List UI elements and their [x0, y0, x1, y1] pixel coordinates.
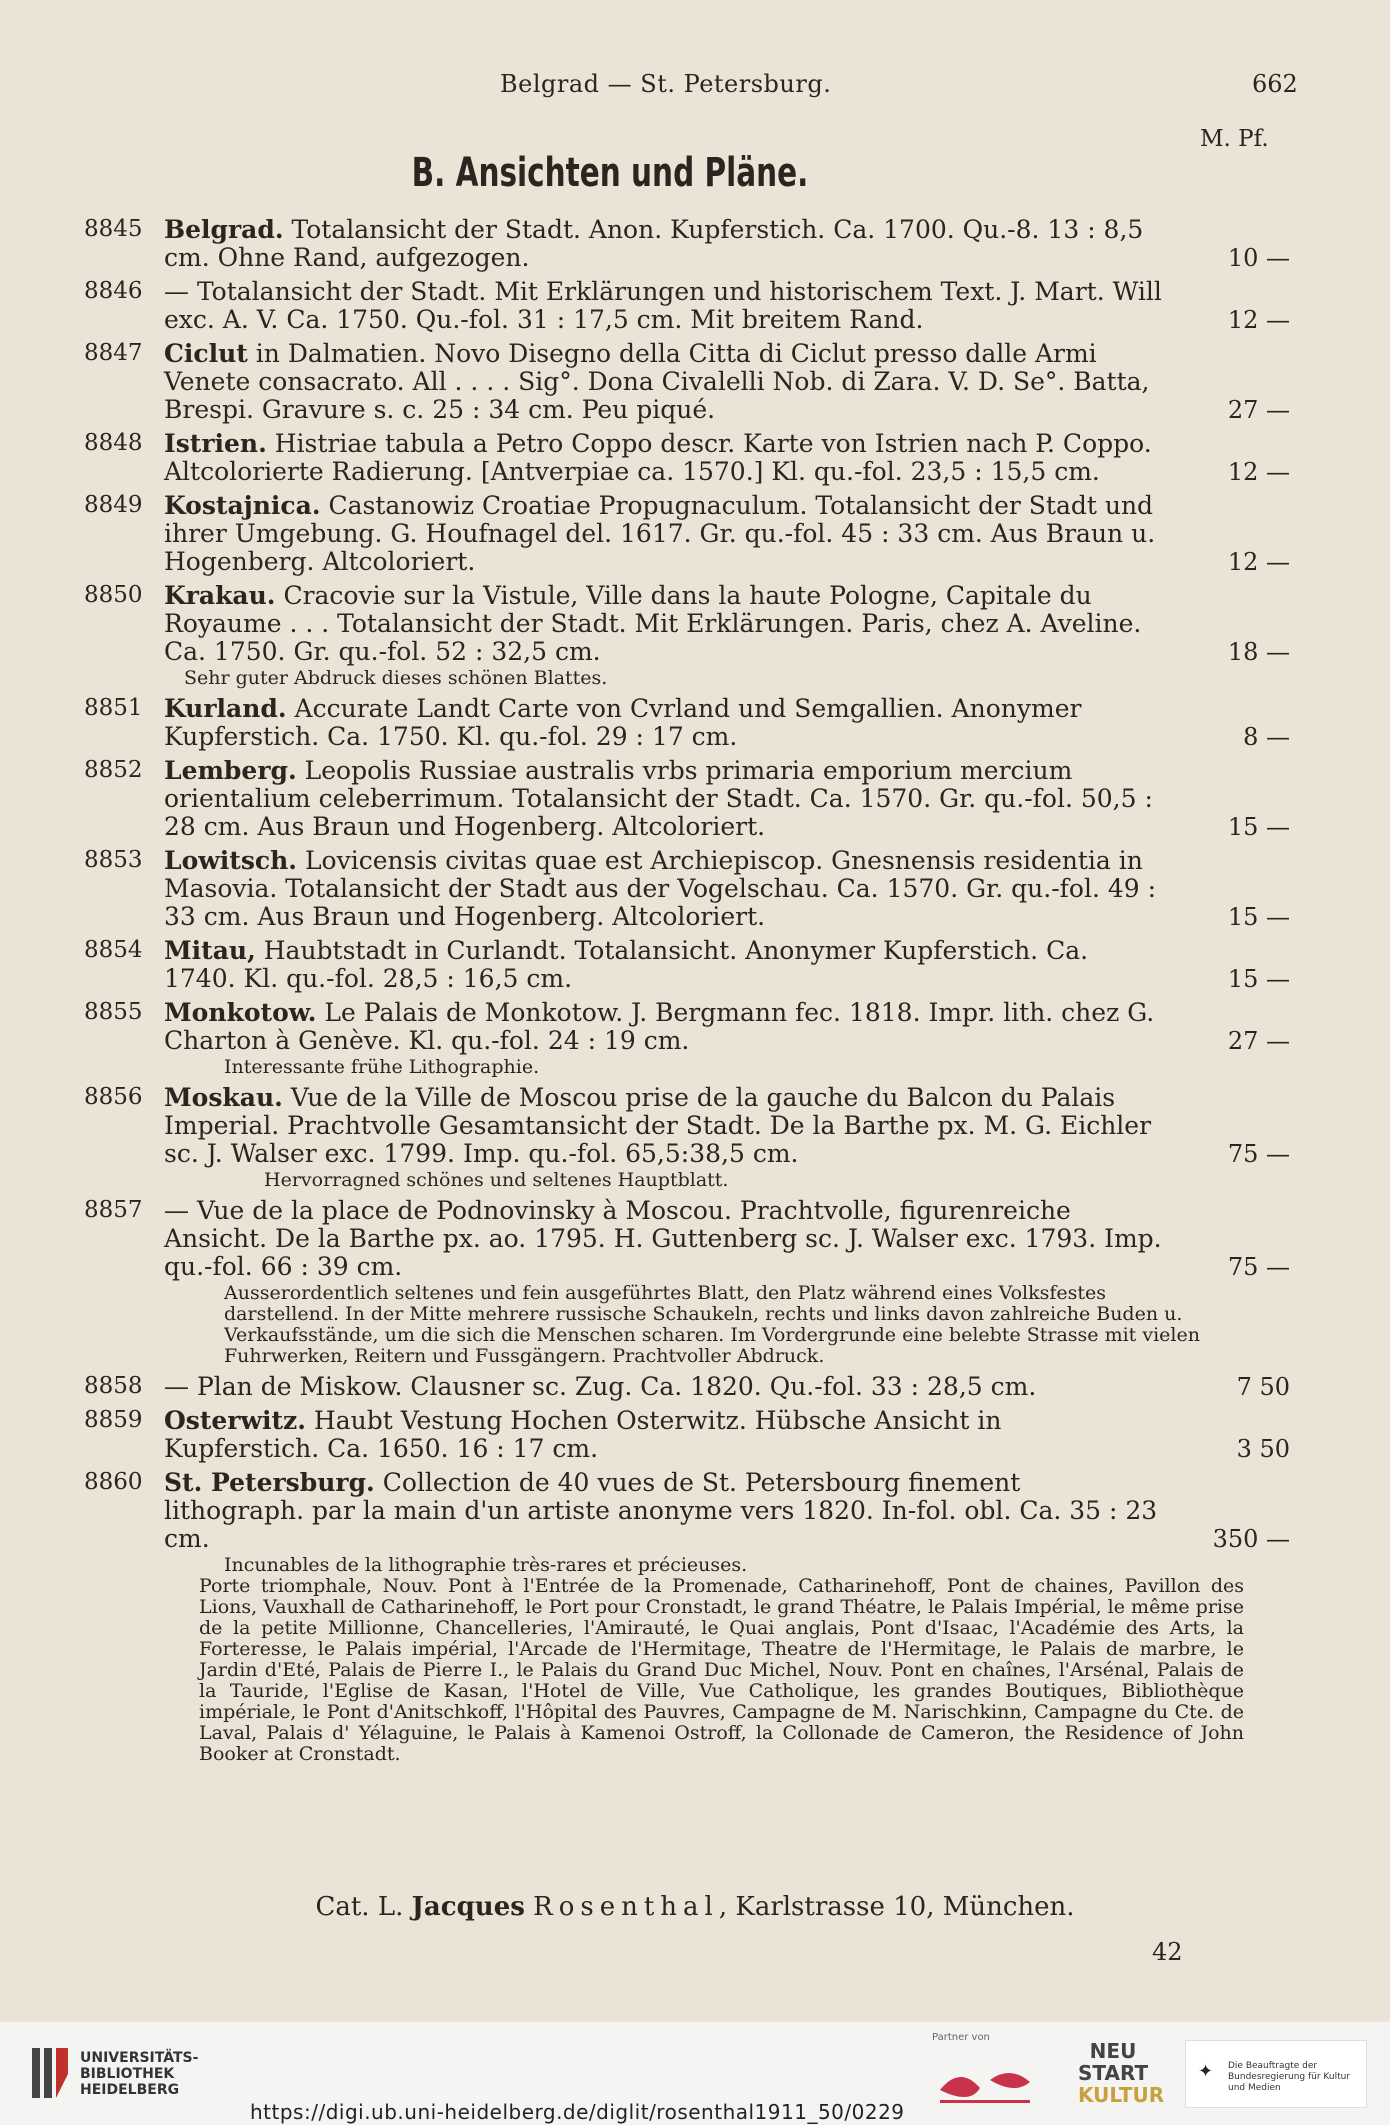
entry-number: 8848	[84, 430, 143, 456]
entry-number: 8857	[84, 1197, 143, 1223]
page-number: 662	[1252, 70, 1298, 98]
entry-place: Lemberg.	[164, 756, 297, 785]
entry-text: Totalansicht der Stadt. Anon. Kupferstich. Ca. 1700. Qu.-8. 13 : 8,5 cm. Ohne Rand, aufgezogen.	[164, 215, 1144, 272]
running-title: Belgrad — St. Petersburg.	[500, 70, 832, 98]
catalog-entry	[84, 582, 1290, 689]
entry-description	[164, 1197, 1164, 1281]
entry-description	[164, 1407, 1164, 1463]
viewer-footer-bar	[0, 2022, 1390, 2125]
entry-description	[164, 847, 1164, 931]
catalog-entry	[84, 1084, 1290, 1191]
entry-number: 8846	[84, 278, 143, 304]
entry-contents-list: Porte triomphale, Nouv. Pont à l'Entrée de la Promenade, Catharinehoff, Pont de chaines, Pavillon des Lions, Vauxhall de Catharinehoff, le Port pour Cronstadt, le grand Théatre, le Palais Impérial, le même prise de la petite Millionne, Chancelleries, l'Amirauté, le Quai anglais, Pont d'Isaac, l'Académie des Arts, la Forteresse, le Palais impérial, l'Arcade de l'Hermitage, Theatre de l'Hermitage, le Palais de marbre, le Jardin d'Eté, Palais de Pierre I., le Palais du Grand Duc Michel, Nouv. Pont en chaînes, l'Arsénal, Palais de la Tauride, l'Eglise de Kasan, l'Hotel de Ville, Vue Catholique, les grandes Boutiques, Bibliothèque impériale, le Pont d'Anitschkoff, l'Hôpital des Pauvres, Campagne de M. Narischkinn, Campagne du Cte. de Laval, Palais d' Yélaguine, le Palais à Kamenoi Ostroff, la Collonade de Cameron, the Residence of John Booker at Cronstadt.	[199, 1575, 1244, 1765]
entry-description	[164, 1084, 1164, 1168]
catalog-entry	[84, 216, 1290, 272]
footer-cat: Cat. L.	[315, 1892, 404, 1922]
entry-number: 8853	[84, 847, 143, 873]
entry-price: 18 —	[1227, 638, 1290, 666]
entry-description	[164, 757, 1164, 841]
entry-text: Leopolis Russiae australis vrbs primaria emporium mercium orientalium celeberrimum. Totalansicht der Stadt. Ca. 1570. Gr. qu.-fol. 50,5 : 28 cm. Aus Braun und Hogenberg. Altcoloriert.	[164, 756, 1153, 841]
catalog-entry	[84, 847, 1290, 931]
entry-description	[164, 582, 1164, 666]
entry-list	[84, 216, 1290, 1771]
entry-description	[164, 492, 1164, 576]
entry-price: 12 —	[1227, 458, 1290, 486]
entry-description	[164, 216, 1164, 272]
catalog-entry	[84, 278, 1290, 334]
entry-place: Moskau.	[164, 1083, 283, 1112]
entry-number: 8847	[84, 340, 143, 366]
entry-number: 8854	[84, 937, 143, 963]
entry-price: 15 —	[1227, 965, 1290, 993]
entry-description	[164, 999, 1164, 1055]
neustart-kultur-logo[interactable]: NEU START KULTUR	[1078, 2039, 1165, 2107]
section-title: B. Ansichten und Pläne.	[411, 150, 809, 196]
entry-description	[164, 430, 1164, 486]
footer-rosenthal: Rosenthal	[533, 1892, 719, 1922]
partner-label: Partner von	[932, 2032, 990, 2043]
entry-place: Krakau.	[164, 581, 276, 610]
footer-address: , Karlstrasse 10, München.	[718, 1892, 1075, 1922]
entry-text: — Plan de Miskow. Clausner sc. Zug. Ca. 1820. Qu.-fol. 33 : 28,5 cm.	[164, 1372, 1037, 1401]
entry-price: 8 —	[1243, 723, 1290, 751]
entry-note: Ausserordentlich seltenes und fein ausgeführtes Blatt, den Platz während eines Volksfestes darstellend. In der Mitte mehrere russische Schaukeln, rechts und links davon zahlreiche Buden u. Verkaufsstände, um die sich die Menschen scharen. Im Vordergrunde eine belebte Strasse mit vielen Fuhrwerken, Reitern und Fussgängern. Prachtvoller Abdruck.	[224, 1282, 1200, 1367]
entry-number: 8860	[84, 1469, 143, 1495]
entry-description	[164, 278, 1164, 334]
entry-price: 27 —	[1227, 1027, 1290, 1055]
entry-place: Kurland.	[164, 694, 287, 723]
catalog-entry	[84, 1469, 1290, 1765]
running-head	[0, 62, 1390, 102]
entry-text: Lovicensis civitas quae est Archiepiscop. Gnesnensis residentia in Masovia. Totalansicht der Stadt aus der Vogelschau. Ca. 1570. Gr. qu.-fol. 49 : 33 cm. Aus Braun und Hogenberg. Altcoloriert.	[164, 846, 1157, 931]
entry-price: 27 —	[1227, 396, 1290, 424]
entry-number: 8851	[84, 695, 143, 721]
entry-text: Histriae tabula a Petro Coppo descr. Karte von Istrien nach P. Coppo. Altcolorierte Radierung. [Antverpiae ca. 1570.] Kl. qu.-fol. 23,5 : 15,5 cm.	[164, 429, 1152, 486]
partner-logo-icon[interactable]	[930, 2060, 1040, 2110]
catalog-entry	[84, 757, 1290, 841]
entry-price: 12 —	[1227, 548, 1290, 576]
entry-text: Le Palais de Monkotow. J. Bergmann fec. 1818. Impr. lith. chez G. Charton à Genève. Kl. qu.-fol. 24 : 19 cm.	[164, 998, 1155, 1055]
entry-place: Istrien.	[164, 429, 267, 458]
entry-price: 75 —	[1227, 1253, 1290, 1281]
entry-number: 8849	[84, 492, 143, 518]
catalog-entry	[84, 430, 1290, 486]
entry-text: Cracovie sur la Vistule, Ville dans la haute Pologne, Capitale du Royaume . . . Totalansicht der Stadt. Mit Erklärungen. Paris, chez A. Aveline. Ca. 1750. Gr. qu.-fol. 52 : 32,5 cm.	[164, 581, 1142, 666]
catalog-entry	[84, 1373, 1290, 1401]
currency-header: M. Pf.	[1200, 126, 1269, 152]
sheet-number: 42	[1152, 1938, 1183, 1966]
entry-place: Osterwitz.	[164, 1406, 306, 1435]
entry-description	[164, 1373, 1164, 1401]
entry-price: 10 —	[1227, 244, 1290, 272]
entry-place: Kostajnica.	[164, 491, 321, 520]
entry-description	[164, 937, 1164, 993]
federal-eagle-icon: ✦	[1198, 2061, 1214, 2082]
entry-price: 350 —	[1212, 1525, 1290, 1553]
entry-text: — Totalansicht der Stadt. Mit Erklärungen und historischem Text. J. Mart. Will exc. A. V. Ca. 1750. Qu.-fol. 31 : 17,5 cm. Mit breitem Rand.	[164, 277, 1162, 334]
entry-description	[164, 340, 1164, 424]
catalog-entry	[84, 999, 1290, 1078]
entry-description	[164, 695, 1164, 751]
entry-price: 15 —	[1227, 903, 1290, 931]
permalink-url[interactable]: https://digi.ub.uni-heidelberg.de/diglit/rosenthal1911_50/0229	[250, 2100, 905, 2124]
entry-text: Accurate Landt Carte von Cvrland und Semgallien. Anonymer Kupferstich. Ca. 1750. Kl. qu.-fol. 29 : 17 cm.	[164, 694, 1082, 751]
entry-text: Castanowiz Croatiae Propugnaculum. Totalansicht der Stadt und ihrer Umgebung. G. Houfnagel del. 1617. Gr. qu.-fol. 45 : 33 cm. Aus Braun u. Hogenberg. Altcoloriert.	[164, 491, 1156, 576]
entry-place: St. Petersburg.	[164, 1468, 375, 1497]
entry-number: 8855	[84, 999, 143, 1025]
entry-description	[164, 1469, 1164, 1553]
footer-jacques: Jacques	[411, 1892, 525, 1922]
entry-number: 8859	[84, 1407, 143, 1433]
entry-number: 8852	[84, 757, 143, 783]
entry-place: Ciclut	[164, 339, 248, 368]
entry-text: Haubtstadt in Curlandt. Totalansicht. Anonymer Kupferstich. Ca. 1740. Kl. qu.-fol. 28,5 : 16,5 cm.	[164, 936, 1089, 993]
entry-price: 12 —	[1227, 306, 1290, 334]
entry-note: Sehr guter Abdruck dieses schönen Blattes.	[184, 667, 608, 689]
entry-place: Mitau,	[164, 936, 256, 965]
entry-number: 8858	[84, 1373, 143, 1399]
entry-note: Incunables de la lithographie très-rares et précieuses.	[224, 1554, 748, 1576]
entry-price: 75 —	[1227, 1140, 1290, 1168]
entry-text: Vue de la Ville de Moscou prise de la gauche du Balcon du Palais Imperial. Prachtvolle Gesamtansicht der Stadt. De la Barthe px. M. G. Eichler sc. J. Walser exc. 1799. Imp. qu.-fol. 65,5:38,5 cm.	[164, 1083, 1152, 1168]
catalog-entry	[84, 492, 1290, 576]
entry-note: Hervorragned schönes und seltenes Hauptblatt.	[264, 1169, 729, 1191]
entry-place: Lowitsch.	[164, 846, 297, 875]
catalog-footer	[0, 1892, 1390, 1922]
catalog-entry	[84, 695, 1290, 751]
catalog-entry	[84, 1197, 1290, 1367]
entry-number: 8850	[84, 582, 143, 608]
entry-number: 8845	[84, 216, 143, 242]
bkm-logo[interactable]: ✦ Die Beauftragte der Bundesregierung für Kultur und Medien	[1185, 2040, 1367, 2108]
entry-text: Collection de 40 vues de St. Petersbourg finement lithograph. par la main d'un artiste anonyme vers 1820. In-fol. obl. Ca. 35 : 23 cm.	[164, 1468, 1158, 1553]
entry-number: 8856	[84, 1084, 143, 1110]
catalog-entry	[84, 340, 1290, 424]
catalog-entry	[84, 937, 1290, 993]
entry-note: Interessante frühe Lithographie.	[224, 1056, 540, 1078]
entry-place: Belgrad.	[164, 215, 284, 244]
university-logo-icon	[30, 2044, 70, 2102]
entry-text: Haubt Vestung Hochen Osterwitz. Hübsche Ansicht in Kupferstich. Ca. 1650. 16 : 17 cm.	[164, 1406, 1002, 1463]
entry-text: in Dalmatien. Novo Disegno della Citta di Ciclut presso dalle Armi Venete consacrato. All . . . . Sig°. Dona Civalelli Nob. di Zara. V. D. Se°. Batta, Brespi. Gravure s. c. 25 : 34 cm. Peu piqué.	[164, 339, 1150, 424]
catalog-entry	[84, 1407, 1290, 1463]
entry-text: — Vue de la place de Podnovinsky à Moscou. Prachtvolle, figurenreiche Ansicht. De la Barthe px. ao. 1795. H. Guttenberg sc. J. Walser exc. 1793. Imp. qu.-fol. 66 : 39 cm.	[164, 1196, 1162, 1281]
entry-place: Monkotow.	[164, 998, 317, 1027]
library-name[interactable]: UNIVERSITÄTS- BIBLIOTHEK HEIDELBERG	[80, 2050, 199, 2098]
entry-price: 3 50	[1236, 1435, 1290, 1463]
entry-price: 15 —	[1227, 813, 1290, 841]
entry-price: 7 50	[1236, 1373, 1290, 1401]
